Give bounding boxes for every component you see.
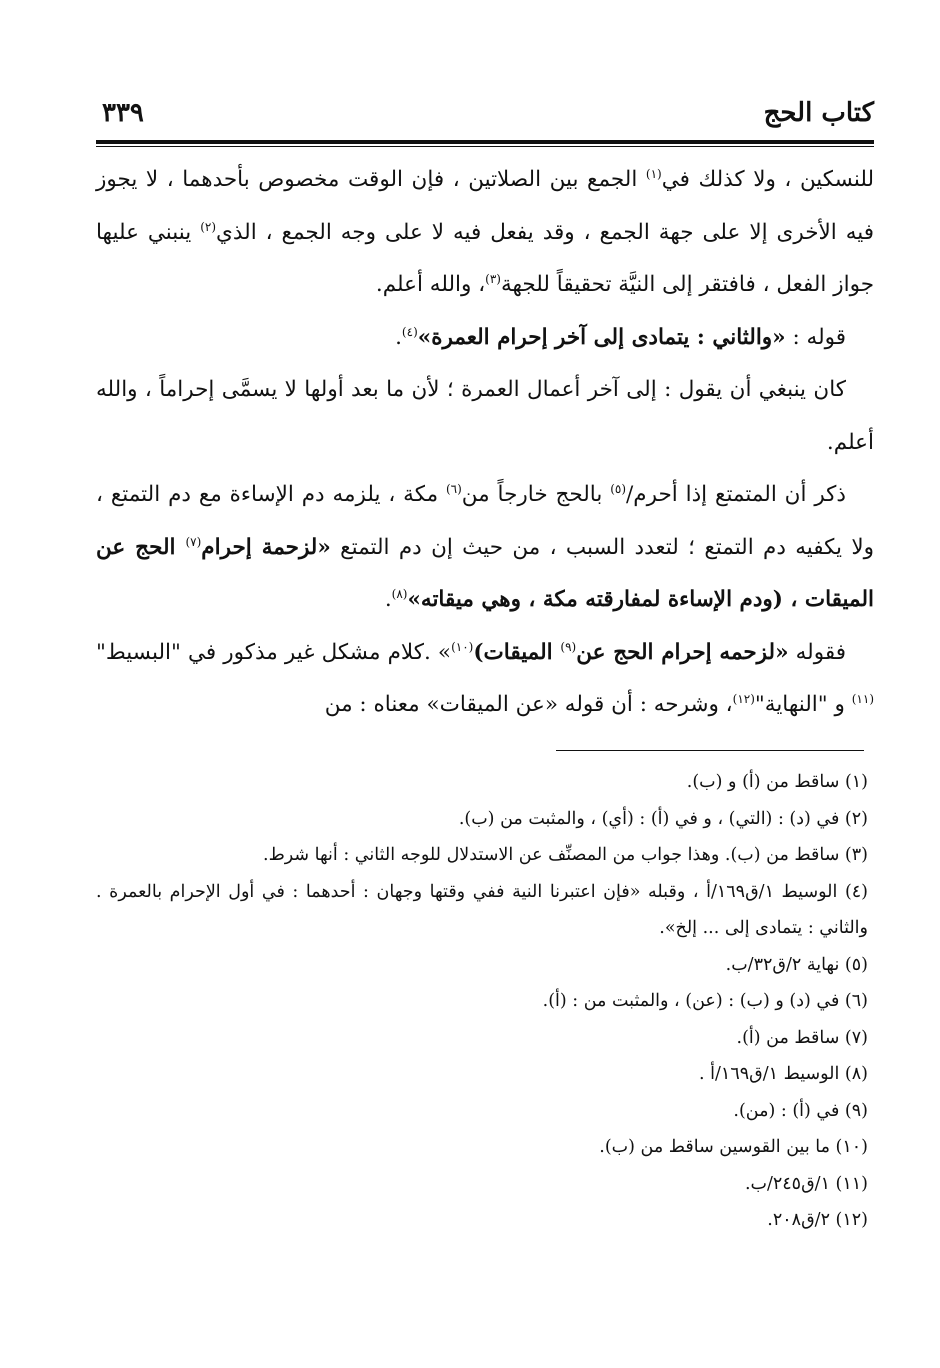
text-run: .: [395, 324, 402, 350]
text-run: ، وشرحه : أن قوله «عن الميقات» معناه : من: [324, 692, 733, 717]
header-rule: [96, 140, 874, 144]
text-run: مكة ، يلزمه دم الإساءة مع دم التمتع ، ولا يكفيه دم التمتع ؛ لتعدد السبب ، من حيث إن دم التمتع: [96, 482, 874, 560]
page-number: ٣٣٩: [102, 98, 144, 128]
footnote-12: (١٢) ٢/ق٢٠٨.: [767, 1210, 868, 1230]
main-text: [96, 154, 874, 732]
header-rule-thin: [96, 146, 874, 147]
footnote-11: (١١) ١/ق٢٤٥/ب.: [744, 1173, 868, 1194]
footnote-6: (٦) في (د) و (ب) : (عن) ، والمثبت من : (أ).: [542, 991, 868, 1011]
footnote-2: (٢) في (د) : (التي) ، و في (أ) : (أي) ، والمثبت من (ب).: [458, 808, 868, 829]
footnote-ref-8: (٨): [391, 586, 408, 601]
quoted-bold-text: «لزحمة إحرام: [201, 534, 331, 560]
footnote-ref-7: (٧): [185, 534, 202, 549]
page-header: [96, 96, 874, 148]
text-run: بالحج خارجاً من: [461, 482, 611, 507]
paragraph-3: [96, 364, 874, 469]
footnote-separator: [556, 750, 864, 751]
footnote-1: (١) ساقط من (أ) و (ب).: [686, 772, 868, 792]
footnote-ref-2: (٢): [200, 219, 217, 234]
paragraph-1: [96, 154, 874, 312]
footnote-ref-1: (١): [645, 166, 662, 181]
quoted-bold-text: الحج عن الميقات ، (ودم الإساءة لمفارقته مكة ، وهي ميقاته»: [96, 534, 874, 612]
text-run: ، والله أعلم.: [375, 272, 486, 297]
paragraph-5: [96, 627, 874, 732]
text-run: كان ينبغي أن يقول : إلى آخر أعمال العمرة ؛ لأن ما بعد أولها لا يسمَّى إحراماً ، والله أعلم.: [96, 377, 874, 455]
text-run: الجمع بين الصلاتين ، فإن الوقت مخصوص بأحدهما ، لا يجوز فيه الأخرى إلا على جهة الجمع ، وقد يفعل فيه لا على وجه الجمع ، الذي: [96, 167, 875, 245]
footnote-ref-4: (٤): [401, 324, 418, 339]
footnote-ref-5: (٥): [610, 481, 627, 496]
footnote-3: (٣) ساقط من (ب). وهذا جواب من المصنِّف عن الاستدلال للوجه الثاني : أنها شرط.: [263, 845, 868, 865]
text-run: للنسكين ، ولا كذلك في: [661, 167, 875, 192]
footnote-8: (٨) الوسيط ١/ق١٦٩/أ .: [699, 1064, 868, 1084]
text-run: » .كلام مشكل غير مذكور في "البسيط": [96, 639, 452, 665]
text-run: فقوله: [788, 639, 846, 665]
paragraph-2: [96, 312, 874, 365]
text-run: قوله :: [785, 324, 846, 350]
footnote-7: (٧) ساقط من (أ).: [736, 1027, 868, 1048]
footnotes-list: [96, 764, 874, 1239]
footnote-9: (٩) في (أ) : (من).: [733, 1100, 868, 1121]
footnote-4: (٤) الوسيط ١/ق١٦٩/أ ، وقبله «فإن اعتبرنا النية ففي وقتها وجهان : أحدهما : في أول الإحرام بالعمرة . والثاني : يتمادى إلى ... إلخ».: [96, 881, 868, 938]
footnote-ref-10: (١٠): [451, 639, 474, 654]
quoted-bold-text: «لزحمه إحرام الحج عن: [576, 639, 789, 665]
footnote-ref-12: (١٢): [732, 691, 755, 706]
footnote-ref-9: (٩): [560, 639, 577, 654]
text-run: ذكر أن المتمتع إذا أحرم/: [626, 482, 846, 507]
running-title: كتاب الحج: [763, 98, 874, 128]
text-run: ينبني عليها جواز الفعل ، فافتقر إلى النيَّة تحقيقاً للجهة: [96, 219, 874, 297]
text-run: و "النهاية": [754, 692, 852, 717]
footnote-10: (١٠) ما بين القوسين ساقط من (ب).: [599, 1137, 868, 1157]
paragraph-4: [96, 469, 874, 627]
footnote-ref-11: (١١): [851, 691, 874, 706]
quoted-bold-text: «والثاني : يتمادى إلى آخر إحرام العمرة»: [417, 324, 786, 350]
footnote-ref-3: (٣): [485, 271, 501, 286]
footnote-5: (٥) نهاية ٢/ق٣٢/ب.: [725, 954, 868, 975]
quoted-bold-text: الميقات): [473, 639, 561, 665]
footnote-ref-6: (٦): [445, 481, 462, 496]
text-run: .: [384, 587, 392, 612]
